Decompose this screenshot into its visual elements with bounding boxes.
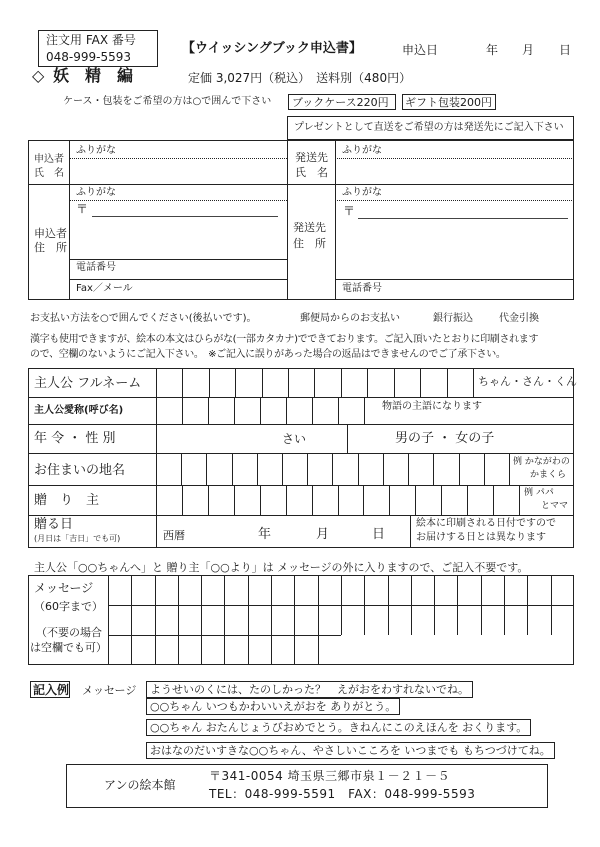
applicant-address-label-2: 住 所 — [34, 241, 67, 254]
cell — [457, 605, 480, 635]
cell — [312, 397, 338, 424]
postal-mark-icon: 〒 — [343, 204, 356, 218]
age-unit: さい — [282, 432, 307, 446]
age-gender-label: 年 令 ・ 性 別 — [34, 431, 116, 446]
cell — [224, 575, 247, 605]
cell — [341, 575, 364, 605]
book-title: 妖 精 編 — [53, 66, 134, 85]
cell — [181, 453, 206, 485]
cell — [201, 605, 224, 635]
cell — [388, 575, 411, 605]
cell — [260, 397, 286, 424]
example-message-4: おはなのだいすきな○○ちゃん、やさしいこころを いつまでも もちつづけてね。 — [146, 742, 555, 759]
divider — [28, 424, 574, 425]
direct-ship-note: プレゼントとして直送をご希望の方は発送先にご記入下さい — [294, 122, 564, 133]
cell — [411, 605, 434, 635]
divider — [69, 200, 287, 201]
applicant-address-label: 申込者 — [34, 227, 67, 240]
apply-day-label: 日 — [559, 43, 572, 57]
payment-postal[interactable]: 郵便局からのお支払い — [300, 313, 400, 324]
cell — [358, 453, 383, 485]
giver-cells[interactable] — [156, 485, 519, 515]
cell — [364, 605, 387, 635]
cell — [257, 453, 282, 485]
cell — [271, 635, 294, 665]
example-message-label: メッセージ — [82, 684, 137, 697]
message-optional-2: は空欄でも可） — [30, 641, 107, 654]
cell — [481, 575, 504, 605]
date-note-2: お届けする日とは異なります — [416, 532, 546, 543]
full-name-cells[interactable] — [156, 368, 473, 397]
applicant-address-field[interactable] — [70, 202, 286, 258]
gift-year-label: 年 — [258, 527, 272, 542]
cell — [155, 635, 178, 665]
divider — [473, 368, 474, 397]
furigana-label: ふりがな — [76, 145, 116, 156]
divider — [287, 140, 288, 300]
cell — [155, 575, 178, 605]
payment-cod[interactable]: 代金引換 — [499, 313, 539, 324]
ship-address-field[interactable] — [336, 202, 573, 278]
cell — [504, 575, 527, 605]
cell — [156, 368, 182, 397]
apply-date-label: 申込日 — [402, 43, 439, 57]
book-case-label: ブックケース220円 — [292, 96, 389, 109]
example-message-1: ようせいのくには、たのしかった？ えがおをわすれないでね。 — [146, 681, 473, 698]
cell — [388, 605, 411, 635]
furigana-label: ふりがな — [76, 187, 116, 198]
cell — [271, 575, 294, 605]
cell — [318, 605, 341, 635]
cell — [271, 605, 294, 635]
age-field[interactable] — [157, 425, 277, 452]
divider — [335, 200, 574, 201]
ship-name-label: 発送先 — [295, 151, 328, 164]
example-message-3: ○○ちゃん おたんじょうびおめでとう。きねんにこのえほんを おくります。 — [146, 719, 531, 736]
shop-contact: TEL：048-999-5591 FAX：048-999-5593 — [209, 787, 476, 801]
cell — [314, 368, 340, 397]
cell — [288, 368, 314, 397]
cell — [408, 453, 433, 485]
ship-address-label: 発送先 — [293, 221, 326, 234]
cell — [156, 453, 181, 485]
cell — [434, 575, 457, 605]
phone-label: 電話番号 — [76, 262, 116, 273]
cell — [467, 485, 493, 515]
apply-year-label: 年 — [486, 43, 499, 57]
example-message-2: ○○ちゃん いつもかわいいえがおを ありがとう。 — [146, 698, 400, 715]
place-example-2: かまくら — [530, 470, 567, 480]
divider — [410, 515, 411, 548]
cell — [294, 635, 317, 665]
cell — [131, 575, 154, 605]
divider — [69, 279, 287, 280]
divider — [335, 279, 574, 280]
shop-name: アンの絵本館 — [104, 778, 176, 792]
cell — [178, 635, 201, 665]
cell — [224, 605, 247, 635]
divider — [69, 158, 287, 159]
cell — [248, 575, 271, 605]
cell — [294, 605, 317, 635]
cell — [108, 575, 131, 605]
divider — [69, 259, 287, 260]
applicant-name-label-2: 氏 名 — [34, 168, 64, 179]
cell — [389, 485, 415, 515]
cell — [234, 397, 260, 424]
message-label: メッセージ — [34, 581, 94, 595]
cell — [209, 368, 235, 397]
cell — [182, 485, 208, 515]
cell — [551, 575, 574, 605]
cell — [182, 368, 208, 397]
cell — [156, 485, 182, 515]
gift-date-label: 贈る日 — [34, 517, 74, 532]
divider — [335, 158, 574, 159]
message-note: 主人公「○○ちゃんへ」と 贈り主「○○より」は メッセージの外に入りますので、ご記入不要です。 — [34, 561, 529, 574]
shop-address: 〒341-0054 埼玉県三郷市泉１－２１－５ — [209, 769, 451, 783]
cell — [363, 485, 389, 515]
cell — [318, 575, 341, 605]
cell — [232, 453, 257, 485]
cell — [182, 397, 208, 424]
fax-mail-label: Fax／メール — [76, 283, 133, 294]
example-label: 記入例 — [33, 683, 70, 697]
cell — [338, 485, 364, 515]
fax-label: 注文用 FAX 番号 — [46, 33, 136, 47]
furigana-label: ふりがな — [342, 145, 382, 156]
cell — [383, 453, 408, 485]
cell — [282, 453, 307, 485]
gender-options[interactable]: 男の子 ・ 女の子 — [395, 431, 495, 446]
cell — [551, 605, 574, 635]
cell — [178, 575, 201, 605]
nickname-note: 物語の主語になります — [382, 401, 482, 412]
postal-mark-icon: 〒 — [76, 202, 89, 216]
cell — [341, 368, 367, 397]
cell — [178, 605, 201, 635]
cell — [318, 635, 341, 665]
cell — [224, 635, 247, 665]
message-limit: （60字まで） — [34, 600, 103, 613]
divider — [519, 485, 520, 515]
cell — [307, 453, 332, 485]
phone-label: 電話番号 — [342, 283, 382, 294]
divider — [347, 424, 348, 453]
cell — [201, 575, 224, 605]
divider — [509, 453, 510, 485]
cell — [447, 368, 473, 397]
message-optional: （不要の場合 — [36, 626, 102, 639]
cell — [504, 605, 527, 635]
cell — [341, 605, 364, 635]
price-line: 定価 3,027円（税込） 送料別（480円） — [188, 71, 412, 85]
giver-example: 例 パパ — [524, 488, 554, 498]
packaging-instruction: ケース・包装をご希望の方は○で囲んで下さい — [63, 96, 272, 107]
cell — [131, 635, 154, 665]
kanji-note-line-1: 漢字も使用できますが、絵本の本文はひらがな(一部カタカナ)でできております。ご記入頂いたとおりに印刷されます — [30, 334, 539, 345]
giver-example-2: とママ — [541, 501, 569, 511]
cell — [367, 368, 393, 397]
cell — [433, 453, 458, 485]
cell — [108, 635, 131, 665]
fax-number: 048-999-5593 — [46, 50, 132, 64]
place-cells[interactable] — [156, 453, 509, 485]
giver-label: 贈 り 主 — [34, 493, 100, 508]
nickname-cells[interactable] — [156, 397, 364, 424]
gift-wrap-label: ギフト包装200円 — [405, 96, 492, 109]
cell — [411, 575, 434, 605]
cell — [235, 368, 261, 397]
divider — [28, 184, 574, 185]
applicant-name-label: 申込者 — [34, 154, 64, 165]
kanji-note-line-2: ので、空欄のないようにご記入下さい。 ※ご記入に誤りがあった場合の返品はできませんのでご了承下さい。 — [30, 349, 506, 360]
honorific-options[interactable]: ちゃん・さん・くん — [478, 375, 577, 388]
cell — [262, 368, 288, 397]
cell — [131, 605, 154, 635]
cell — [208, 485, 234, 515]
cell — [234, 485, 260, 515]
cell — [312, 485, 338, 515]
full-name-label: 主人公 フルネーム — [34, 376, 142, 391]
cell — [332, 453, 357, 485]
gift-day-label: 日 — [372, 527, 386, 542]
cell — [294, 575, 317, 605]
cell — [201, 635, 224, 665]
cell — [394, 368, 420, 397]
cell — [493, 485, 519, 515]
gift-date-sub: (月日は「吉日」でも可) — [34, 534, 121, 543]
apply-month-label: 月 — [522, 43, 535, 57]
cell — [434, 605, 457, 635]
cell — [208, 397, 234, 424]
furigana-label: ふりがな — [342, 187, 382, 198]
era-label: 西暦 — [163, 529, 185, 542]
cell — [156, 397, 182, 424]
cell — [420, 368, 446, 397]
applicant-name-field[interactable] — [70, 160, 286, 183]
cell — [484, 453, 509, 485]
cell — [527, 575, 550, 605]
cell — [286, 397, 312, 424]
message-cells[interactable] — [108, 575, 574, 665]
cell — [481, 605, 504, 635]
nickname-label: 主人公愛称(呼び名) — [34, 405, 124, 416]
cell — [415, 485, 441, 515]
ship-name-label-2: 氏 名 — [295, 166, 328, 179]
cell — [441, 485, 467, 515]
diamond-icon: ◇ — [32, 66, 45, 85]
cell — [459, 453, 484, 485]
date-note: 絵本に印刷される日付ですので — [416, 518, 556, 529]
cell — [260, 485, 286, 515]
cell — [338, 397, 364, 424]
divider — [364, 397, 365, 424]
place-label: お住まいの地名 — [34, 463, 126, 478]
form-title: 【ウイッシングブック申込書】 — [182, 41, 362, 56]
cell — [286, 485, 312, 515]
payment-bank[interactable]: 銀行振込 — [433, 313, 473, 324]
cell — [248, 605, 271, 635]
cell — [457, 575, 480, 605]
ship-address-label-2: 住 所 — [293, 237, 326, 250]
payment-instruction: お支払い方法を○で囲んでください(後払いです)。 — [30, 313, 257, 324]
ship-name-field[interactable] — [336, 160, 573, 183]
gift-month-label: 月 — [316, 527, 330, 542]
cell — [108, 605, 131, 635]
cell — [527, 605, 550, 635]
cell — [206, 453, 231, 485]
cell — [155, 605, 178, 635]
cell — [364, 575, 387, 605]
cell — [248, 635, 271, 665]
place-example: 例 かながわの — [513, 457, 570, 467]
